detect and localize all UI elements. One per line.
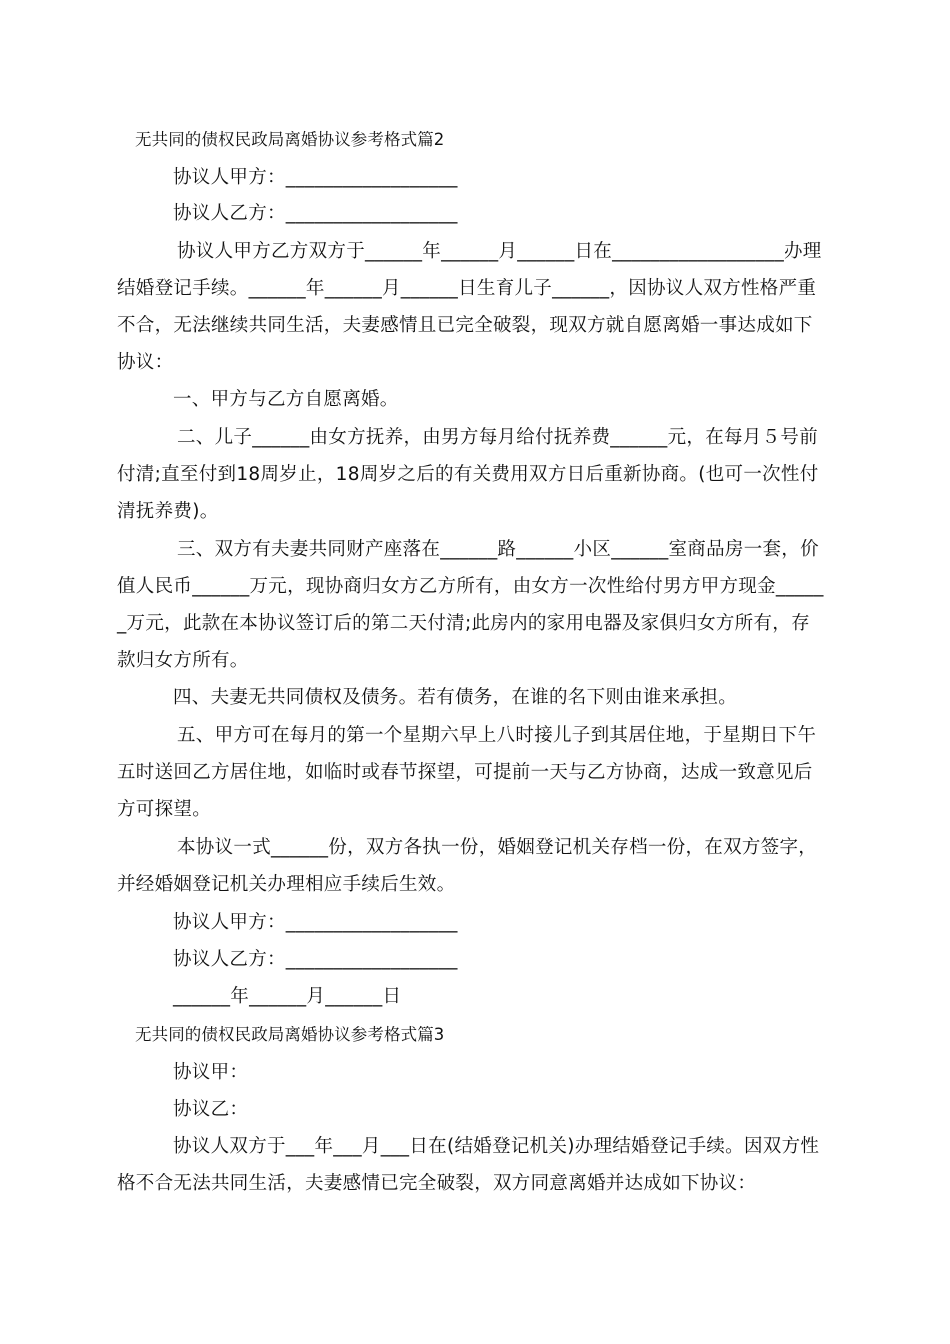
paragraph-line: 结婚登记手续。______年______月______日生育儿子______，因协议人双方性格严重	[117, 278, 817, 299]
clause-4: 四、夫妻无共同债权及债务。若有债务，在谁的名下则由谁来承担。	[173, 687, 738, 708]
party-a-line-3: 协议甲：	[173, 1062, 249, 1083]
section-title-2: 无共同的债权民政局离婚协议参考格式篇2	[135, 130, 445, 149]
party-b-line-3: 协议乙：	[173, 1099, 249, 1120]
clause-5-line: 五时送回乙方居住地，如临时或春节探望，可提前一天与乙方协商，达成一致意见后	[117, 762, 813, 783]
signature-party-a: 协议人甲方：__________________	[173, 912, 458, 933]
clause-3-line: 值人民币______万元，现协商归女方乙方所有，由女方一次性给付男方甲方现金_____	[117, 576, 824, 597]
clause-2-line: 二、儿子______由女方抚养，由男方每月给付抚养费______元，在每月５号前	[177, 427, 819, 448]
paragraph-line: 协议人甲方乙方双方于______年______月______日在__________________办理	[177, 241, 822, 262]
clause-5-line: 方可探望。	[117, 799, 212, 820]
clause-5-line: 五、甲方可在每月的第一个星期六早上八时接儿子到其居住地，于星期日下午	[177, 725, 817, 746]
clause-3-line: 款归女方所有。	[117, 650, 249, 671]
clause-1: 一、甲方与乙方自愿离婚。	[173, 389, 399, 410]
clause-2-line: 付清;直至付到18周岁止，18周岁之后的有关费用双方日后重新协商。(也可一次性付	[117, 464, 819, 485]
paragraph-line: 格不合无法共同生活，夫妻感情已完全破裂，双方同意离婚并达成如下协议：	[117, 1173, 757, 1194]
paragraph-line: 不合，无法继续共同生活，夫妻感情且已完全破裂，现双方就自愿离婚一事达成如下	[117, 315, 813, 336]
signature-date: ______年______月______日	[173, 986, 402, 1007]
section-title-3: 无共同的债权民政局离婚协议参考格式篇3	[135, 1025, 445, 1044]
party-b-line: 协议人乙方：__________________	[173, 203, 458, 224]
closing-line: 并经婚姻登记机关办理相应手续后生效。	[117, 874, 456, 895]
party-a-line: 协议人甲方：__________________	[173, 167, 458, 188]
paragraph-line: 协议人双方于___年___月___日在(结婚登记机关)办理结婚登记手续。因双方性	[173, 1136, 820, 1157]
clause-2-line: 清抚养费)。	[117, 501, 219, 522]
clause-3-line: 三、双方有夫妻共同财产座落在______路______小区______室商品房一套，价	[177, 539, 819, 560]
paragraph-line: 协议：	[117, 352, 174, 373]
clause-3-line: _万元，此款在本协议签订后的第二天付清;此房内的家用电器及家俱归女方所有，存	[117, 613, 810, 634]
closing-line: 本协议一式______份，双方各执一份，婚姻登记机关存档一份，在双方签字，	[177, 837, 818, 858]
signature-party-b: 协议人乙方：__________________	[173, 949, 458, 970]
